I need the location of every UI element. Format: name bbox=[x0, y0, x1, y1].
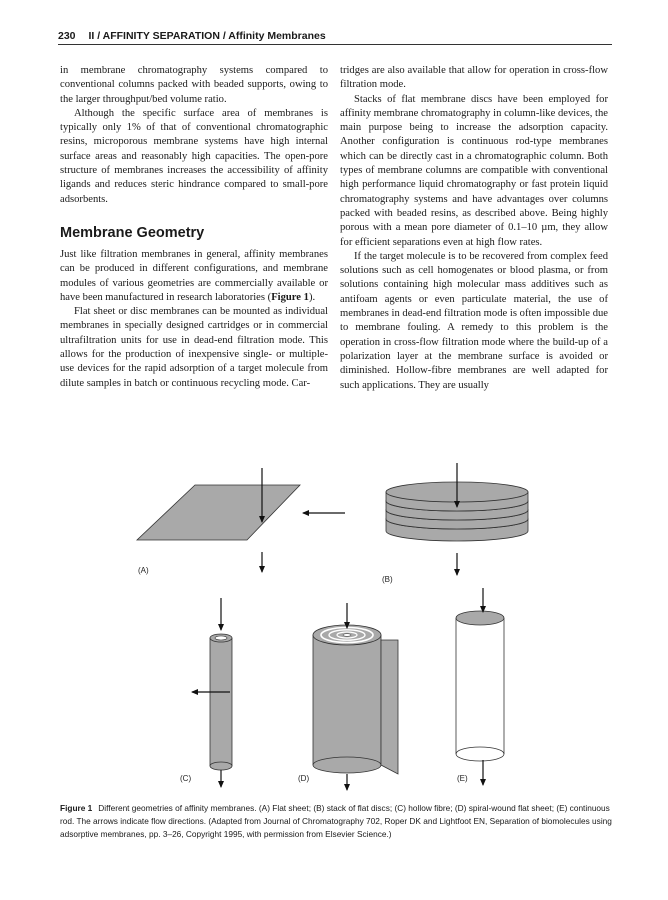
label-e: (E) bbox=[457, 774, 468, 783]
p3-before: Just like filtration membranes in general, affinity membranes can be produced in different configurations, and membrane modules of various geometries are commercially available or have been manufactured in research laboratories ( bbox=[60, 248, 328, 303]
panel-a-flat-sheet bbox=[137, 468, 345, 575]
right-column bbox=[340, 64, 608, 393]
left-column bbox=[60, 64, 328, 391]
figure-reference[interactable]: Figure 1 bbox=[271, 291, 309, 303]
left-paragraph-3 bbox=[60, 248, 328, 305]
hollow-fibre-lumen bbox=[215, 636, 227, 640]
right-paragraph-2: Stacks of flat membrane discs have been employed for affinity membrane chromatography in column-like devices, the main purpose being to increase the adsorption capacity. Another configuration is continuous rod-type membranes which can be directly cast in a chromatographic column. Both types of membrane columns are compatible with conventional high performance liquid chromatography or fast protein liquid chromatography systems and have advantages over columns packed with beaded resins, as described above. Being highly porous with a mean pore diameter of 0.1–10 µm, they allow for efficient separations even at high flow rates. bbox=[340, 93, 608, 248]
right-paragraph-1: tridges are also available that allow for operation in cross-flow filtration mode. bbox=[340, 65, 608, 91]
panel-c-hollow-fibre bbox=[180, 598, 232, 787]
left-paragraph-4: Flat sheet or disc membranes can be mounted as individual membranes in specially designed cartridges or in commercial ultrafiltration units for use in dead-end filtration mode. This allows for the production of inexpensive single- or multiple-use devices for the rapid adsorption of a target molecule from dilute samples in batch or continuous recycling mode. Car- bbox=[60, 306, 328, 389]
spiral-sheet-flap bbox=[381, 640, 398, 774]
label-d: (D) bbox=[298, 774, 310, 783]
label-c: (C) bbox=[180, 774, 192, 783]
panel-b-disc-stack bbox=[382, 463, 528, 584]
label-b: (B) bbox=[382, 575, 393, 584]
section-heading: Membrane Geometry bbox=[60, 224, 205, 241]
left-paragraph-2: Although the specific surface area of membranes is typically only 1% of that of conventional chromatographic resins, microporous membrane systems have high internal surface areas and reasonably high capacities. The open-pore structure of membranes increases the accessibility of affinity ligands and reduces steric hindrance compared to small-pore adsorbents. bbox=[60, 107, 328, 205]
label-a: (A) bbox=[138, 566, 149, 575]
caption-label: Figure 1 bbox=[60, 803, 93, 813]
p3-after: ). bbox=[308, 291, 316, 303]
figure-diagram bbox=[60, 460, 616, 795]
left-paragraph-1: in membrane chromatography systems compared to conventional columns packed with beaded supports, owing to the larger throughput/bed volume ratio. bbox=[60, 65, 328, 105]
right-paragraph-3: If the target molecule is to be recovered from complex feed solutions such as cell homogenates or blood plasma, or from solutions containing high molecular mass additives such as antifoam agents or even particulate material, the use of membranes in dead-end filtration mode is often impossible due to membrane fouling. A remedy to this problem is the operation in cross-flow filtration mode where the build-up of a polarization layer at the membrane surface is avoided or diminished. Hollow-fibre membranes are well adapted for such applications. They are usually bbox=[340, 250, 608, 391]
running-head bbox=[58, 30, 618, 42]
rod-top bbox=[456, 611, 504, 625]
figure-caption bbox=[60, 802, 616, 841]
flat-sheet-membrane bbox=[137, 485, 300, 540]
panel-d-spiral-wound bbox=[298, 603, 398, 790]
panel-e-continuous-rod bbox=[456, 588, 504, 785]
caption-text: Different geometries of affinity membranes. (A) Flat sheet; (B) stack of flat discs; (C) hollow fibre; (D) spiral-wound flat sheet; (E) continuous rod. The arrows indicate flow directions. (Adapted from Journal of Chromatography 702, Roper DK and Lightfoot EN, Separation of biomolecules using adsorptive membranes, pp. 3–26, Copyright 1995, with permission from Elsevier Science.) bbox=[60, 803, 612, 839]
figure-1 bbox=[60, 460, 616, 795]
page-number: 230 bbox=[58, 30, 76, 42]
header-rule bbox=[58, 44, 612, 45]
running-title: II / AFFINITY SEPARATION / Affinity Membranes bbox=[88, 30, 326, 42]
